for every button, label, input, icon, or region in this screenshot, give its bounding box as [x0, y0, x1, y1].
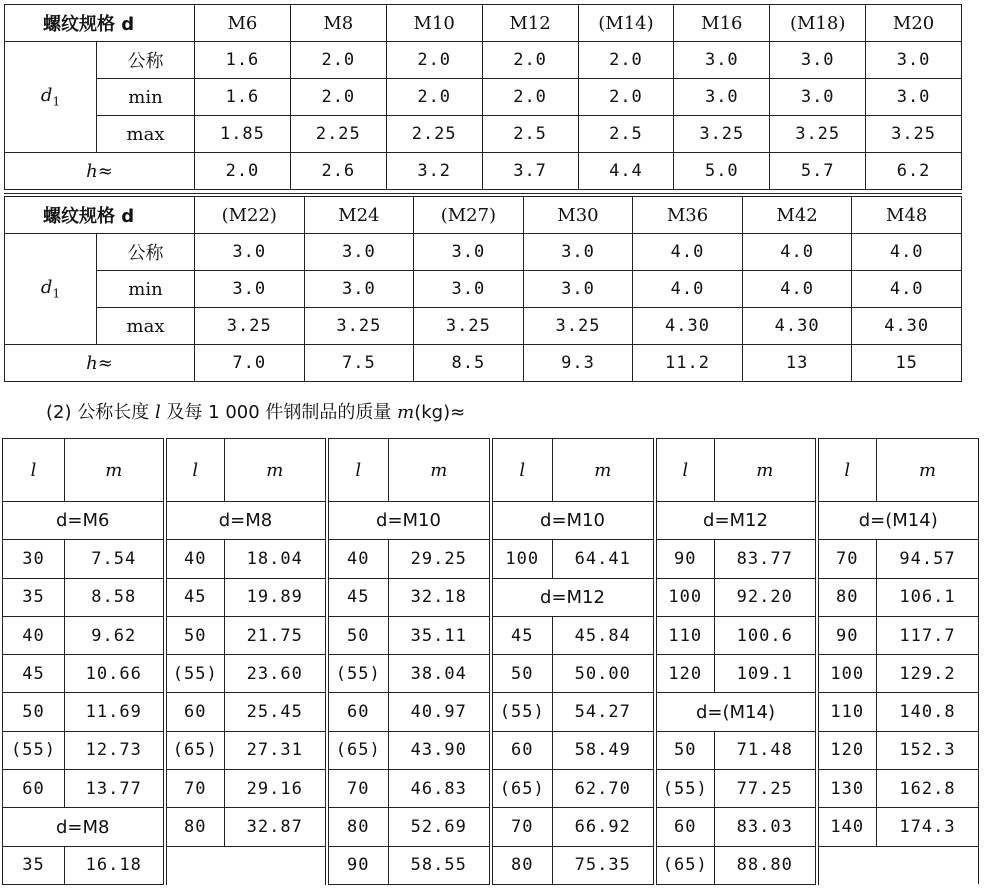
length-cell: 35 — [3, 846, 65, 884]
mass-cell: 52.69 — [389, 808, 491, 846]
length-cell: 130 — [817, 770, 877, 808]
nominal-cell: 4.0 — [852, 234, 962, 271]
mass-cell: 152.3 — [877, 731, 979, 769]
mass-cell: 162.8 — [877, 770, 979, 808]
length-cell: (65) — [491, 770, 553, 808]
spec-cell: M12 — [482, 5, 578, 42]
col-l-header: l — [3, 439, 65, 502]
length-cell: 50 — [165, 616, 225, 654]
mass-cell: 83.03 — [715, 808, 817, 846]
nominal-cell: 3.0 — [414, 234, 524, 271]
dimension-table-2 — [4, 196, 962, 382]
length-cell: (55) — [165, 655, 225, 693]
mass-cell: 11.69 — [65, 693, 165, 731]
length-cell: 120 — [655, 655, 715, 693]
mass-cell: 27.31 — [225, 731, 327, 769]
max-cell: 3.25 — [523, 308, 633, 345]
length-cell: (65) — [165, 731, 225, 769]
max-cell: 2.5 — [578, 116, 674, 153]
mass-cell: 100.6 — [715, 616, 817, 654]
h-cell: 2.0 — [195, 153, 291, 190]
mass-cell: 35.11 — [389, 616, 491, 654]
mass-cell: 106.1 — [877, 578, 979, 616]
mass-cell: 7.54 — [65, 540, 165, 578]
mass-cell: 50.00 — [553, 655, 655, 693]
h-cell: 2.6 — [290, 153, 386, 190]
min-cell: 3.0 — [523, 271, 633, 308]
length-cell: 45 — [3, 655, 65, 693]
mass-cell: 38.04 — [389, 655, 491, 693]
nominal-cell: 2.0 — [482, 42, 578, 79]
mass-cell: 19.89 — [225, 578, 327, 616]
spec-label: 螺纹规格 d — [5, 5, 195, 42]
h-cell: 13 — [742, 345, 852, 382]
diameter-label: d=M12 — [655, 502, 817, 540]
length-cell: 50 — [3, 693, 65, 731]
mass-cell: 58.49 — [553, 731, 655, 769]
spec-cell: (M27) — [414, 197, 524, 234]
nominal-cell: 2.0 — [290, 42, 386, 79]
h-row — [5, 153, 962, 190]
mass-table — [2, 438, 979, 885]
spec-cell: M8 — [290, 5, 386, 42]
nominal-cell: 3.0 — [195, 234, 305, 271]
mass-cell: 62.70 — [553, 770, 655, 808]
col-l-header: l — [165, 439, 225, 502]
min-cell: 2.0 — [482, 79, 578, 116]
length-cell: 60 — [165, 693, 225, 731]
max-cell: 3.25 — [866, 116, 962, 153]
col-l-header: l — [327, 439, 389, 502]
mass-cell: 43.90 — [389, 731, 491, 769]
length-cell: (55) — [655, 770, 715, 808]
length-cell: 70 — [491, 808, 553, 846]
diameter-label: d=M12 — [491, 578, 655, 616]
h-cell: 8.5 — [414, 345, 524, 382]
length-cell: 140 — [817, 808, 877, 846]
length-cell: 80 — [491, 846, 553, 884]
table-row — [3, 808, 979, 846]
d1-label: $d_1$ — [5, 234, 97, 345]
h-cell: 5.7 — [770, 153, 866, 190]
length-cell: 90 — [327, 846, 389, 884]
length-cell: 60 — [491, 731, 553, 769]
mass-cell: 16.18 — [65, 846, 165, 884]
max-cell: 2.5 — [482, 116, 578, 153]
length-cell: 45 — [165, 578, 225, 616]
col-m-header: m — [715, 439, 817, 502]
table-row — [3, 731, 979, 769]
length-cell: 110 — [817, 693, 877, 731]
mass-cell: 9.62 — [65, 616, 165, 654]
spec-cell: M36 — [633, 197, 743, 234]
mass-cell: 94.57 — [877, 540, 979, 578]
length-cell: 40 — [327, 540, 389, 578]
max-cell: 4.30 — [633, 308, 743, 345]
col-m-header: m — [65, 439, 165, 502]
h-cell: 7.0 — [195, 345, 305, 382]
mass-cell: 75.35 — [553, 846, 655, 884]
col-m-header: m — [225, 439, 327, 502]
mass-cell: 117.7 — [877, 616, 979, 654]
nominal-cell: 4.0 — [742, 234, 852, 271]
length-cell: 80 — [327, 808, 389, 846]
nominal-row — [5, 42, 962, 79]
h-cell: 3.7 — [482, 153, 578, 190]
nominal-cell: 3.0 — [304, 234, 414, 271]
min-cell: 3.0 — [866, 79, 962, 116]
spec-cell: M6 — [195, 5, 291, 42]
empty-cell — [817, 846, 979, 884]
length-cell: 80 — [165, 808, 225, 846]
h-label: h≈ — [5, 345, 195, 382]
mass-cell: 54.27 — [553, 693, 655, 731]
length-cell: 40 — [165, 540, 225, 578]
spec-cell: (M18) — [770, 5, 866, 42]
length-cell: 120 — [817, 731, 877, 769]
length-cell: (55) — [3, 731, 65, 769]
mass-cell: 129.2 — [877, 655, 979, 693]
spec-cell: M24 — [304, 197, 414, 234]
diameter-label: d=M8 — [165, 502, 327, 540]
length-cell: 90 — [655, 540, 715, 578]
spec-cell: M20 — [866, 5, 962, 42]
length-cell: 100 — [655, 578, 715, 616]
max-cell: 3.25 — [770, 116, 866, 153]
table-row — [3, 540, 979, 578]
mass-cell: 32.18 — [389, 578, 491, 616]
min-cell: 3.0 — [674, 79, 770, 116]
min-cell: 1.6 — [195, 79, 291, 116]
mass-cell: 66.92 — [553, 808, 655, 846]
length-cell: 90 — [817, 616, 877, 654]
mass-cell: 10.66 — [65, 655, 165, 693]
length-cell: 50 — [491, 655, 553, 693]
h-cell: 5.0 — [674, 153, 770, 190]
max-cell: 3.25 — [195, 308, 305, 345]
h-cell: 11.2 — [633, 345, 743, 382]
nominal-cell: 2.0 — [386, 42, 482, 79]
max-cell: 3.25 — [414, 308, 524, 345]
max-cell: 2.25 — [290, 116, 386, 153]
spec-cell: M42 — [742, 197, 852, 234]
max-row — [5, 116, 962, 153]
nominal-cell: 4.0 — [633, 234, 743, 271]
nominal-label: 公称 — [97, 234, 195, 271]
length-cell: 110 — [655, 616, 715, 654]
max-cell: 3.25 — [674, 116, 770, 153]
max-row — [5, 308, 962, 345]
section-caption: (2) 公称长度 l 及每 1 000 件钢制品的质量 m(kg)≈ — [46, 402, 466, 423]
nominal-cell: 3.0 — [770, 42, 866, 79]
mass-cell: 64.41 — [553, 540, 655, 578]
min-cell: 2.0 — [290, 79, 386, 116]
h-cell: 7.5 — [304, 345, 414, 382]
min-row — [5, 79, 962, 116]
length-cell: 50 — [327, 616, 389, 654]
length-cell: (55) — [491, 693, 553, 731]
min-cell: 4.0 — [633, 271, 743, 308]
table-separator — [4, 189, 962, 194]
mass-cell: 40.97 — [389, 693, 491, 731]
max-label: max — [97, 116, 195, 153]
length-cell: 60 — [327, 693, 389, 731]
spec-label: 螺纹规格 d — [5, 197, 195, 234]
length-cell: 100 — [817, 655, 877, 693]
max-cell: 2.25 — [386, 116, 482, 153]
spec-cell: M30 — [523, 197, 633, 234]
min-cell: 2.0 — [386, 79, 482, 116]
spec-cell: M16 — [674, 5, 770, 42]
mass-cell: 46.83 — [389, 770, 491, 808]
length-cell: (65) — [655, 846, 715, 884]
min-label: min — [97, 271, 195, 308]
diameter-label: d=M6 — [3, 502, 165, 540]
mass-cell: 23.60 — [225, 655, 327, 693]
length-cell: 100 — [491, 540, 553, 578]
max-cell: 1.85 — [195, 116, 291, 153]
max-cell: 4.30 — [852, 308, 962, 345]
length-cell: 60 — [3, 770, 65, 808]
diameter-label: d=M8 — [3, 808, 165, 846]
mass-cell: 29.16 — [225, 770, 327, 808]
spec-cell: (M22) — [195, 197, 305, 234]
diameter-label: d=(M14) — [817, 502, 979, 540]
mass-cell: 83.77 — [715, 540, 817, 578]
mass-cell: 45.84 — [553, 616, 655, 654]
spec-row — [5, 197, 962, 234]
table-row — [3, 693, 979, 731]
nominal-cell: 2.0 — [578, 42, 674, 79]
table-row — [3, 578, 979, 616]
col-m-header: m — [553, 439, 655, 502]
nominal-cell: 3.0 — [523, 234, 633, 271]
spec-cell: (M14) — [578, 5, 674, 42]
max-cell: 4.30 — [742, 308, 852, 345]
mass-cell: 58.55 — [389, 846, 491, 884]
max-label: max — [97, 308, 195, 345]
d-row — [3, 502, 979, 540]
h-cell: 6.2 — [866, 153, 962, 190]
min-row — [5, 271, 962, 308]
min-cell: 4.0 — [742, 271, 852, 308]
table-row — [3, 770, 979, 808]
spec-cell: M48 — [852, 197, 962, 234]
col-l-header: l — [491, 439, 553, 502]
h-cell: 4.4 — [578, 153, 674, 190]
diameter-label: d=(M14) — [655, 693, 817, 731]
mass-cell: 25.45 — [225, 693, 327, 731]
nominal-cell: 1.6 — [195, 42, 291, 79]
table-row — [3, 616, 979, 654]
mass-cell: 12.73 — [65, 731, 165, 769]
h-label: h≈ — [5, 153, 195, 190]
min-cell: 3.0 — [414, 271, 524, 308]
min-cell: 4.0 — [852, 271, 962, 308]
h-cell: 3.2 — [386, 153, 482, 190]
length-cell: 45 — [491, 616, 553, 654]
spec-cell: M10 — [386, 5, 482, 42]
length-cell: 70 — [817, 540, 877, 578]
header-row — [3, 439, 979, 502]
mass-cell: 18.04 — [225, 540, 327, 578]
table-row — [3, 655, 979, 693]
length-cell: 40 — [3, 616, 65, 654]
mass-cell: 92.20 — [715, 578, 817, 616]
mass-cell: 109.1 — [715, 655, 817, 693]
mass-cell: 71.48 — [715, 731, 817, 769]
mass-cell: 29.25 — [389, 540, 491, 578]
h-cell: 15 — [852, 345, 962, 382]
table-row — [3, 846, 979, 884]
mass-cell: 21.75 — [225, 616, 327, 654]
mass-cell: 174.3 — [877, 808, 979, 846]
empty-cell — [165, 846, 327, 884]
length-cell: 35 — [3, 578, 65, 616]
h-cell: 9.3 — [523, 345, 633, 382]
length-cell: (65) — [327, 731, 389, 769]
length-cell: 50 — [655, 731, 715, 769]
diameter-label: d=M10 — [491, 502, 655, 540]
length-cell: 60 — [655, 808, 715, 846]
d1-label: $d_1$ — [5, 42, 97, 153]
mass-cell: 8.58 — [65, 578, 165, 616]
mass-cell: 77.25 — [715, 770, 817, 808]
mass-cell: 140.8 — [877, 693, 979, 731]
length-cell: 30 — [3, 540, 65, 578]
col-m-header: m — [389, 439, 491, 502]
col-l-header: l — [655, 439, 715, 502]
nominal-cell: 3.0 — [866, 42, 962, 79]
nominal-label: 公称 — [97, 42, 195, 79]
nominal-row — [5, 234, 962, 271]
col-m-header: m — [877, 439, 979, 502]
length-cell: 70 — [327, 770, 389, 808]
mass-cell: 32.87 — [225, 808, 327, 846]
length-cell: (55) — [327, 655, 389, 693]
min-cell: 3.0 — [304, 271, 414, 308]
dimension-table-1 — [4, 4, 962, 190]
h-row — [5, 345, 962, 382]
min-cell: 3.0 — [195, 271, 305, 308]
nominal-cell: 3.0 — [674, 42, 770, 79]
min-label: min — [97, 79, 195, 116]
diameter-label: d=M10 — [327, 502, 491, 540]
spec-row — [5, 5, 962, 42]
mass-cell: 13.77 — [65, 770, 165, 808]
mass-cell: 88.80 — [715, 846, 817, 884]
length-cell: 45 — [327, 578, 389, 616]
length-cell: 70 — [165, 770, 225, 808]
col-l-header: l — [817, 439, 877, 502]
min-cell: 2.0 — [578, 79, 674, 116]
max-cell: 3.25 — [304, 308, 414, 345]
length-cell: 80 — [817, 578, 877, 616]
min-cell: 3.0 — [770, 79, 866, 116]
